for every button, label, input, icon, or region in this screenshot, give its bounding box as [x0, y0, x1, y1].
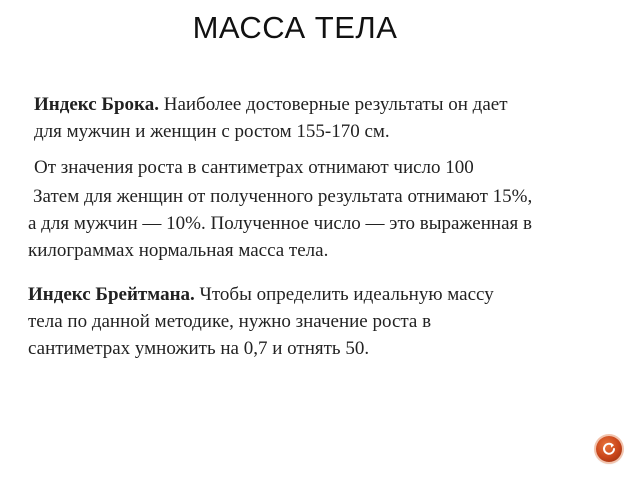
breitman-line-1 — [28, 281, 588, 308]
broca-line-2: для мужчин и женщин с ростом 155-170 см. — [34, 121, 390, 142]
slide-title: МАССА ТЕЛА — [192, 10, 398, 45]
broca-line-1-text: Наиболее достоверные результаты он дает — [158, 94, 508, 115]
broca-index-paragraph — [34, 91, 614, 145]
return-nav-button[interactable] — [596, 436, 622, 462]
step-2-line-3: килограммах нормальная масса тела. — [28, 240, 329, 261]
step-2-paragraph — [28, 183, 608, 264]
breitman-line-3: сантиметрах умножить на 0,7 и отнять 50. — [28, 338, 370, 359]
return-arrow-icon — [601, 441, 617, 457]
breitman-heading: Индекс Брейтмана. — [28, 284, 195, 305]
broca-line-1 — [34, 91, 614, 118]
step-1-paragraph — [34, 154, 614, 181]
breitman-line-2: тела по данной методике, нужно значение роста в — [28, 311, 432, 332]
step-1-text: От значения роста в сантиметрах отнимают число 100 — [34, 157, 474, 178]
step-2-line-2: а для мужчин — 10%. Полученное число — это выраженная в — [28, 213, 532, 234]
step-2-line-1: Затем для женщин от полученного результата отнимают 15%, — [33, 186, 533, 207]
broca-heading: Индекс Брока. — [34, 94, 159, 115]
breitman-line-1-text: Чтобы определить идеальную массу — [194, 284, 494, 305]
breitman-index-paragraph — [28, 281, 588, 362]
